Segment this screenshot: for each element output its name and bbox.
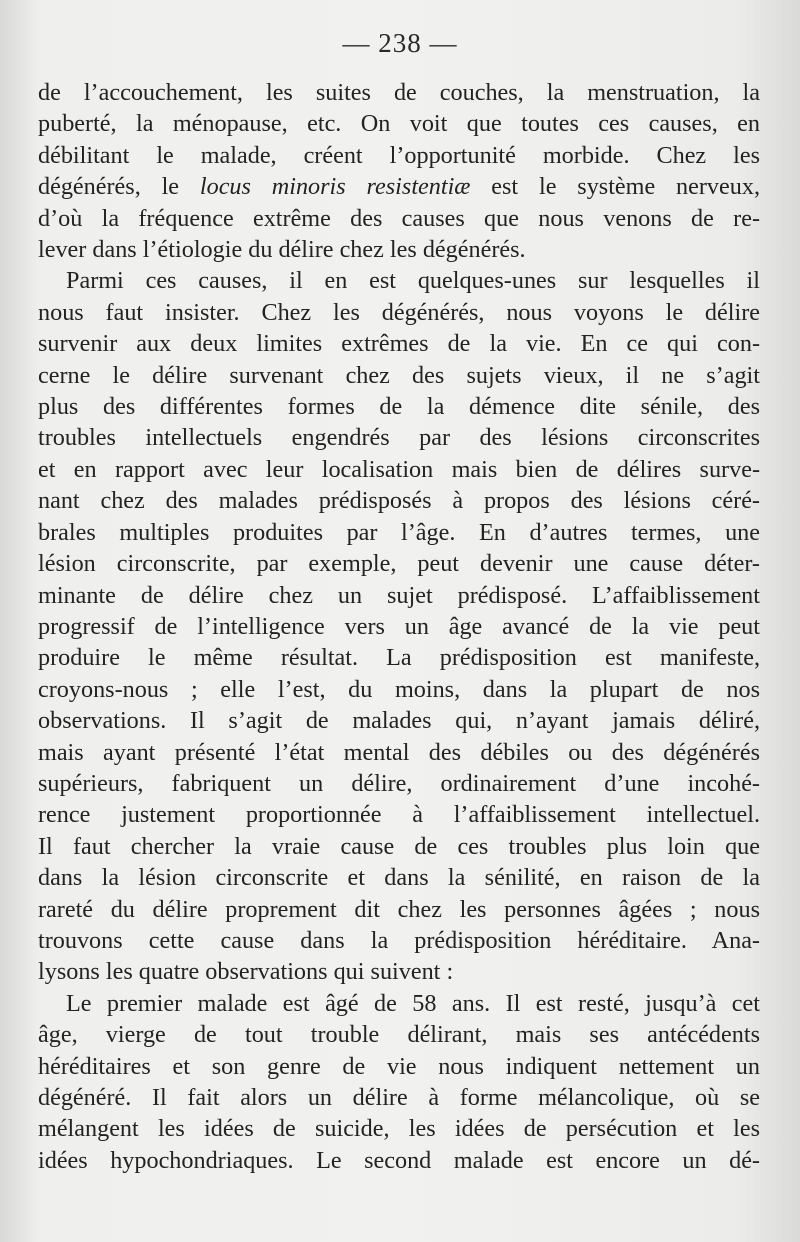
text-line: d’où la fréquence extrême des causes que nous venons de re- (38, 204, 760, 232)
text-line: lever dans l’étiologie du délire chez les dégénérés. (38, 236, 526, 264)
text-line: progressif de l’intelligence vers un âge avancé de la vie peut (38, 612, 760, 640)
body-text (38, 77, 760, 1176)
text-line: produire le même résultat. La prédisposition est manifeste, (38, 644, 760, 672)
text-line: croyons-nous ; elle l’est, du moins, dans la plupart de nos (38, 675, 760, 703)
text-line: minante de délire chez un sujet prédisposé. L’affaiblissement (38, 581, 760, 609)
text-line: Le premier malade est âgé de 58 ans. Il est resté, jusqu’à cet (66, 989, 760, 1017)
text-line: dégénéré. Il fait alors un délire à forme mélancolique, où se (38, 1084, 760, 1111)
text-line: puberté, la ménopause, etc. On voit que toutes ces causes, en (38, 110, 760, 138)
text-line (38, 171, 760, 202)
text-line: nant chez des malades prédisposés à propos des lésions céré- (38, 487, 760, 515)
text-line: plus des différentes formes de la démence dite sénile, des (38, 393, 760, 421)
text-line: et en rapport avec leur localisation mais bien de délires surve- (38, 455, 760, 483)
text-line: âge, vierge de tout trouble délirant, mais ses antécédents (38, 1021, 760, 1049)
text-line: dans la lésion circonscrite et dans la sénilité, en raison de la (38, 864, 760, 892)
text-line: Parmi ces causes, il en est quelques-unes sur lesquelles il (66, 267, 760, 295)
text-line: rareté du délire proprement dit chez les personnes âgées ; nous (38, 895, 760, 923)
text-line: rence justement proportionnée à l’affaiblissement intellectuel. (38, 801, 760, 829)
text-line: trouvons cette cause dans la prédisposition héréditaire. Ana- (38, 926, 760, 954)
latin-phrase: locus minoris resistentiæ (199, 173, 471, 201)
text-line: lésion circonscrite, par exemple, peut devenir une cause déter- (38, 550, 760, 578)
text-segment: est le système nerveux, (470, 173, 760, 201)
text-line: lysons les quatre observations qui suivent : (38, 958, 454, 986)
text-line: mais ayant présenté l’état mental des débiles ou des dégénérés (38, 738, 760, 766)
text-line: nous faut insister. Chez les dégénérés, nous voyons le délire (38, 298, 760, 326)
text-line: troubles intellectuels engendrés par des lésions circonscrites (38, 424, 760, 452)
text-segment: dégénérés, le (38, 173, 200, 201)
text-line: survenir aux deux limites extrêmes de la vie. En ce qui con- (38, 330, 760, 358)
text-line: brales multiples produites par l’âge. En d’autres termes, une (38, 518, 760, 546)
text-line: mélangent les idées de suicide, les idées de persécution et les (38, 1115, 760, 1143)
text-line: idées hypochondriaques. Le second malade est encore un dé- (38, 1146, 760, 1174)
text-line: cerne le délire survenant chez des sujets vieux, il ne s’agit (38, 361, 760, 389)
text-line: observations. Il s’agit de malades qui, n’ayant jamais déliré, (38, 707, 760, 735)
text-line: débilitant le malade, créent l’opportunité morbide. Chez les (38, 141, 760, 169)
text-line: supérieurs, fabriquent un délire, ordinairement d’une incohé- (38, 769, 760, 797)
text-line: de l’accouchement, les suites de couches, la menstruation, la (38, 79, 760, 106)
text-line: héréditaires et son genre de vie nous indiquent nettement un (38, 1052, 760, 1080)
page-number: — 238 — (342, 28, 458, 58)
text-line: Il faut chercher la vraie cause de ces troubles plus loin que (38, 832, 760, 860)
